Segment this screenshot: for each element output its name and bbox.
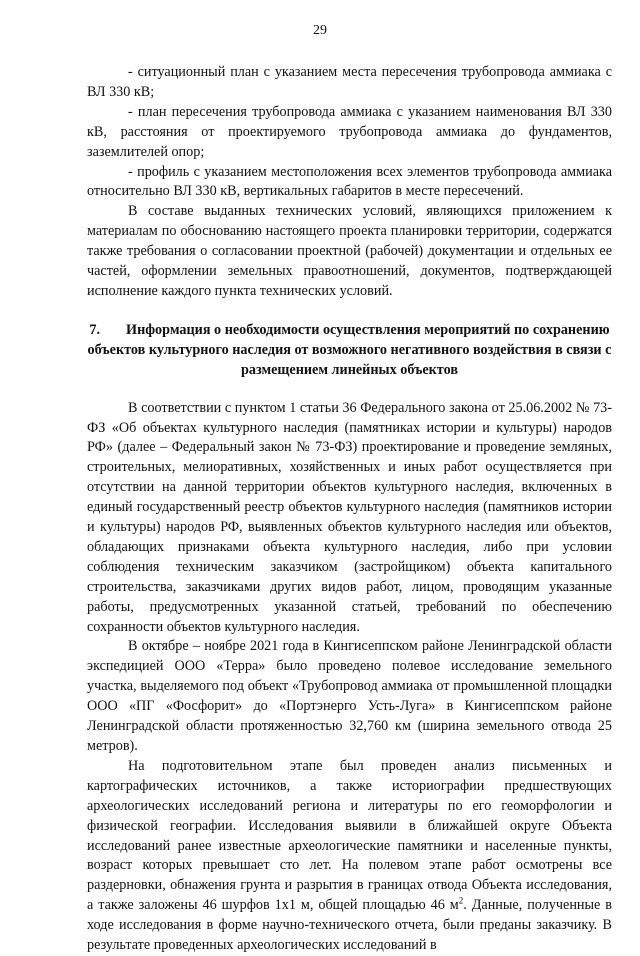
paragraph-field-research: В октябре – ноябре 2021 года в Кингисеппском районе Ленинградской области экспедицией ООО «Терра» было проведено полевое исследование земельного участка, выделяемого под объект «Трубопровод аммиака от промышленной площадки ООО «ПГ «Фосфорит» до «Портэнерго Усть-Луга» в Кингисеппском районе Ленинградской области протяженностью 32,760 км (ширина земельного отвода 25 метров).	[87, 638, 612, 754]
page-content	[87, 63, 612, 956]
section-title: Информация о необходимости осуществления мероприятий по сохранению объектов культурного наследия от возможного негативного воздействия в связи с размещением линейных объектов	[87, 321, 612, 378]
section-number: 7.	[89, 321, 101, 338]
list-item-profile: - профиль с указанием местоположения всех элементов трубопровода аммиака относительно ВЛ 330 кВ, вертикальных габаритов в месте пересечений.	[87, 163, 612, 200]
section-heading	[87, 321, 612, 381]
superscript-2: 2	[458, 895, 464, 906]
list-item-crossing-plan: - план пересечения трубопровода аммиака с указанием наименования ВЛ 330 кВ, расстояния от проектируемого трубопровода аммиака до фундаментов, заземлителей опор;	[87, 103, 612, 160]
paragraph-technical-conditions: В составе выданных технических условий, являющихся приложением к материалам по обоснованию настоящего проекта планировки территории, содержатся также требования о согласовании проектной (рабочей) документации и отдельных ее частей, оформлении земельных правоотношений, документов, подтверждающей исполнение каждого пункта технических условий.	[87, 203, 612, 299]
paragraph-federal-law: В соответствии с пунктом 1 статьи 36 Федерального закона от 25.06.2002 № 73-ФЗ «Об объектах культурного наследия (памятниках истории и культуры) народов РФ» (далее – Федеральный закон № 73-ФЗ) проектирование и проведение земляных, строительных, мелиоративных, хозяйственных и иных работ осуществляется при отсутствии на данной территории объектов культурного наследия, включенных в единый государственный реестр объектов культурного наследия (памятников истории и культуры) народов РФ, выявленных объектов культурного наследия или объектов, обладающих признаками объекта культурного наследия, либо при условии соблюдения техническим заказчиком (застройщиком) объекта капитального строительства, заказчиками других видов работ, лицом, проводящим указанные работы, предусмотренных указанной статьей, требований по обеспечению сохранности объектов культурного наследия.	[87, 399, 612, 635]
preparatory-text-part2: . Данные, полученные в ходе исследования в форме научно-технического отчета, были преданы заказчику. В результате проведенных археологических исследований в	[87, 897, 612, 954]
paragraph-preparatory-stage	[87, 757, 612, 956]
page-number: 29	[313, 23, 327, 38]
list-item-situational-plan: - ситуационный план с указанием места пересечения трубопровода аммиака с ВЛ 330 кВ;	[87, 64, 612, 100]
preparatory-text-part1: На подготовительном этапе был проведен анализ письменных и картографических источников, а также историографии предшествующих археологических исследований региона и литературы по его геоморфологии и физической географии. Исследования выявили в ближайшей округе Объекта исследований ранее известные археологические памятники и населенные пункты, возраст которых превышает сто лет. На полевом этапе работ осмотрены все раздерновки, обнажения грунта и разрытия в границах отвода Объекта исследования, а также заложены 46 шурфов 1х1 м, общей площадью 46 м	[87, 757, 612, 914]
